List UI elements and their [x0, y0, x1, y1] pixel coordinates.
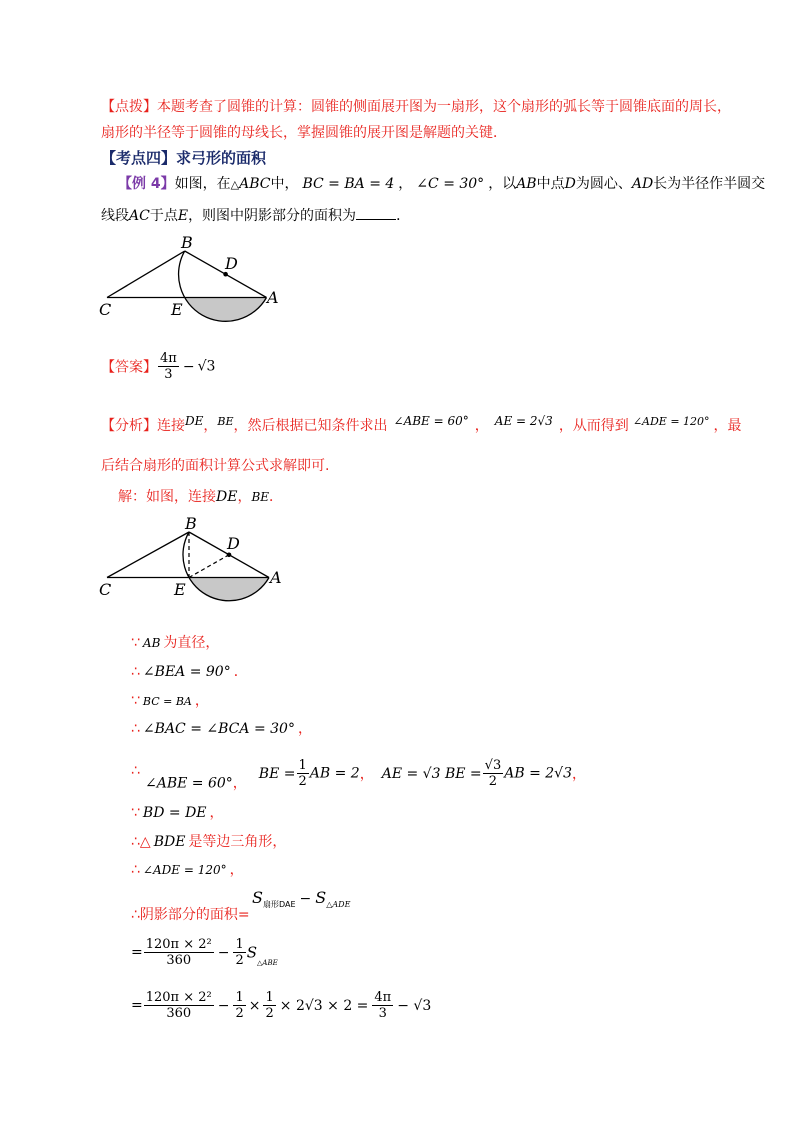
- numerator: 1: [235, 937, 244, 952]
- step-3: [131, 690, 209, 710]
- step-5: [145, 758, 586, 793]
- because-symbol: ∵: [131, 635, 140, 651]
- step-5-symbol: ∴: [131, 763, 140, 779]
- label-c: C: [99, 580, 112, 599]
- step-text: 为直径，: [163, 635, 220, 651]
- denominator: 2: [235, 1006, 244, 1021]
- math-s: S: [315, 888, 327, 907]
- minus-sign: −: [299, 891, 312, 907]
- example-text: 为圆心、: [575, 176, 632, 192]
- denominator: 360: [166, 953, 192, 968]
- denominator: 2: [265, 1006, 274, 1021]
- sector-fraction: [144, 937, 214, 968]
- answer-minus: −: [182, 358, 195, 375]
- answer-fraction: [158, 351, 179, 382]
- numerator: 1: [265, 990, 274, 1005]
- triangle-symbol: △: [230, 178, 240, 191]
- numerator: 120π × 2²: [145, 990, 212, 1005]
- math-bc-ba: BC = BA = 4: [302, 176, 395, 192]
- triangle-name: ABC: [239, 176, 271, 192]
- answer-label: 【答案】: [101, 359, 157, 376]
- therefore-symbol: ∴: [131, 862, 140, 878]
- math-angle-c: ∠C = 30°: [416, 176, 485, 192]
- step-text: ，: [209, 805, 224, 821]
- math-be-left: BE =: [258, 765, 296, 782]
- label-b: B: [185, 514, 197, 533]
- example-text: 如图，在: [174, 176, 231, 192]
- point-d: [227, 553, 232, 558]
- subscript-sector: 扇形DAE: [262, 900, 296, 909]
- equals-sign: =: [131, 997, 143, 1014]
- fraction-half: [233, 990, 245, 1021]
- step-4: [131, 718, 312, 738]
- segment-cb: [107, 251, 185, 298]
- analysis-line1: [101, 414, 742, 435]
- analysis-text: 连接: [157, 418, 185, 434]
- numerator: 120π × 2²: [145, 937, 212, 952]
- example-line2: [101, 205, 410, 225]
- label-d: D: [225, 254, 238, 273]
- math-ae: AE = 2√3: [494, 414, 553, 428]
- analysis-text: ，从而得到: [558, 418, 629, 434]
- shaded-segment: [189, 578, 269, 602]
- fraction-half: [233, 937, 245, 968]
- math-ae-left: AE = √3 BE =: [381, 765, 482, 782]
- math-bc-ba: BC = BA: [142, 695, 192, 708]
- step-6: [131, 802, 224, 822]
- result-fraction: [372, 990, 393, 1021]
- math-bd-de: BD = DE: [142, 805, 207, 821]
- solution-text: ．: [269, 489, 284, 505]
- step-text: ，: [194, 693, 209, 709]
- step-text: ，: [297, 721, 312, 737]
- math-angle-ade: ∠ADE = 120°: [142, 863, 227, 877]
- math-ae-right: AB = 2√3: [504, 765, 572, 782]
- math-angle-bea: ∠BEA = 90°: [142, 664, 231, 680]
- solution-intro: [118, 486, 283, 506]
- numerator: 1: [298, 758, 307, 773]
- answer-numerator: 4π: [160, 351, 177, 366]
- label-e: E: [174, 580, 186, 599]
- example-text: ，则图中阴影部分的面积为: [188, 208, 357, 224]
- analysis-text: ，最: [713, 418, 742, 434]
- label-c: C: [99, 300, 112, 319]
- math-ab: AB: [142, 636, 161, 650]
- tip-paragraph: [101, 96, 731, 116]
- math-de: DE: [185, 414, 204, 428]
- example-text: 线段: [101, 208, 129, 224]
- dashed-de: [189, 555, 229, 578]
- minus-sign: −: [217, 944, 230, 961]
- subscript-triangle: △ABE: [257, 959, 278, 967]
- example-text: ，以: [488, 176, 517, 192]
- example-text: 中，: [270, 176, 299, 192]
- math-e: E: [177, 208, 189, 224]
- math-product: × 2√3 × 2 =: [279, 997, 369, 1014]
- denominator: 2: [235, 953, 244, 968]
- analysis-text: ，: [474, 418, 489, 434]
- calc-line-1: [131, 937, 278, 968]
- analysis-line2: 后结合扇形的面积计算公式求解即可.: [101, 458, 330, 474]
- step-text: 是等边三角形，: [188, 834, 287, 850]
- step-8: [131, 859, 244, 879]
- example-text: ，: [398, 176, 413, 192]
- fraction-half: [297, 758, 309, 789]
- because-symbol: ∵: [131, 805, 140, 821]
- step-7: [131, 831, 286, 851]
- answer-line: [101, 351, 215, 382]
- math-angle-abe: ∠ABE = 60°: [393, 414, 469, 428]
- section-title: 【考点四】求弓形的面积: [101, 149, 267, 167]
- label-a: A: [267, 288, 279, 307]
- figure-1: [95, 228, 285, 323]
- math-angle-abe: ∠ABE = 60°: [145, 775, 233, 792]
- example-label: 【例 4】: [118, 176, 175, 192]
- fraction-sqrt3-half: [483, 758, 504, 789]
- step-text: ，: [232, 775, 247, 792]
- step-text: ，: [571, 766, 586, 783]
- tip-line1: 本题考查了圆锥的计算：圆锥的侧面展开图为一扇形，这个扇形的弧长等于圆锥底面的周长，: [157, 99, 731, 115]
- step-2: [131, 661, 248, 681]
- math-minus-sqrt3: − √3: [397, 997, 432, 1014]
- denominator: 360: [166, 1006, 192, 1021]
- therefore-symbol: ∴: [131, 664, 140, 680]
- analysis-label: 【分析】: [101, 418, 157, 434]
- equals-sign: =: [131, 944, 143, 961]
- example-text: 于点: [149, 208, 178, 224]
- sector-fraction: [144, 990, 214, 1021]
- math-be: BE: [251, 490, 270, 504]
- area-expression: [252, 888, 350, 910]
- label-e: E: [171, 300, 183, 319]
- answer-blank: [356, 207, 396, 220]
- answer-denominator: 3: [164, 367, 173, 382]
- math-ad: AD: [631, 176, 654, 192]
- shaded-segment: [185, 298, 267, 322]
- math-bde: BDE: [153, 834, 186, 850]
- math-angle-bac: ∠BAC = ∠BCA = 30°: [142, 721, 295, 737]
- because-symbol: ∵: [131, 693, 140, 709]
- answer-sqrt: √3: [197, 358, 216, 375]
- step-text: 阴影部分的面积=: [139, 907, 250, 923]
- figure-2: [95, 513, 285, 608]
- step-9: [131, 904, 250, 924]
- times-sign: ×: [248, 997, 261, 1014]
- denominator: 2: [488, 774, 498, 789]
- label-a: A: [270, 568, 282, 587]
- math-angle-ade: ∠ADE = 120°: [632, 415, 710, 428]
- tip-line2: 扇形的半径等于圆锥的母线长，掌握圆锥的展开图是解题的关键．: [101, 125, 507, 141]
- solution-text: ，: [237, 489, 252, 505]
- analysis-text: ，然后根据已知条件求出: [233, 418, 388, 434]
- denominator: 2: [298, 774, 307, 789]
- math-be-right: AB = 2: [309, 765, 360, 782]
- step-text: ，: [359, 766, 374, 783]
- solution-text: 解：如图，连接: [118, 489, 216, 505]
- numerator: 1: [235, 990, 244, 1005]
- math-d: D: [564, 176, 576, 192]
- math-ab: AB: [516, 176, 537, 192]
- step-text: ，: [229, 862, 244, 878]
- step-1: [131, 632, 219, 652]
- subscript-triangle: △ADE: [326, 900, 351, 909]
- calc-line-2: [131, 990, 431, 1021]
- step-text: ．: [233, 664, 248, 680]
- fraction-half: [263, 990, 275, 1021]
- example-text: 中点: [536, 176, 565, 192]
- math-de: DE: [216, 489, 238, 505]
- math-be: BE: [217, 415, 234, 428]
- label-b: B: [181, 233, 193, 252]
- math-s: S: [252, 888, 263, 907]
- therefore-symbol: ∴: [131, 721, 140, 737]
- denominator: 3: [378, 1006, 387, 1021]
- numerator: √3: [484, 758, 502, 773]
- example-line1: [118, 173, 765, 193]
- example-text: 长为半径作半圆交: [653, 176, 766, 192]
- numerator: 4π: [374, 990, 392, 1005]
- tip-label: 【点拨】: [101, 99, 157, 115]
- math-s: S: [246, 943, 258, 962]
- therefore-symbol: ∴: [131, 907, 140, 923]
- example-text: ．: [396, 208, 411, 224]
- label-d: D: [227, 534, 240, 553]
- therefore-triangle-symbol: ∴△: [131, 834, 151, 850]
- math-ac: AC: [129, 208, 150, 224]
- segment-cb: [107, 532, 189, 578]
- analysis-text: ，: [203, 418, 218, 434]
- minus-sign: −: [217, 997, 230, 1014]
